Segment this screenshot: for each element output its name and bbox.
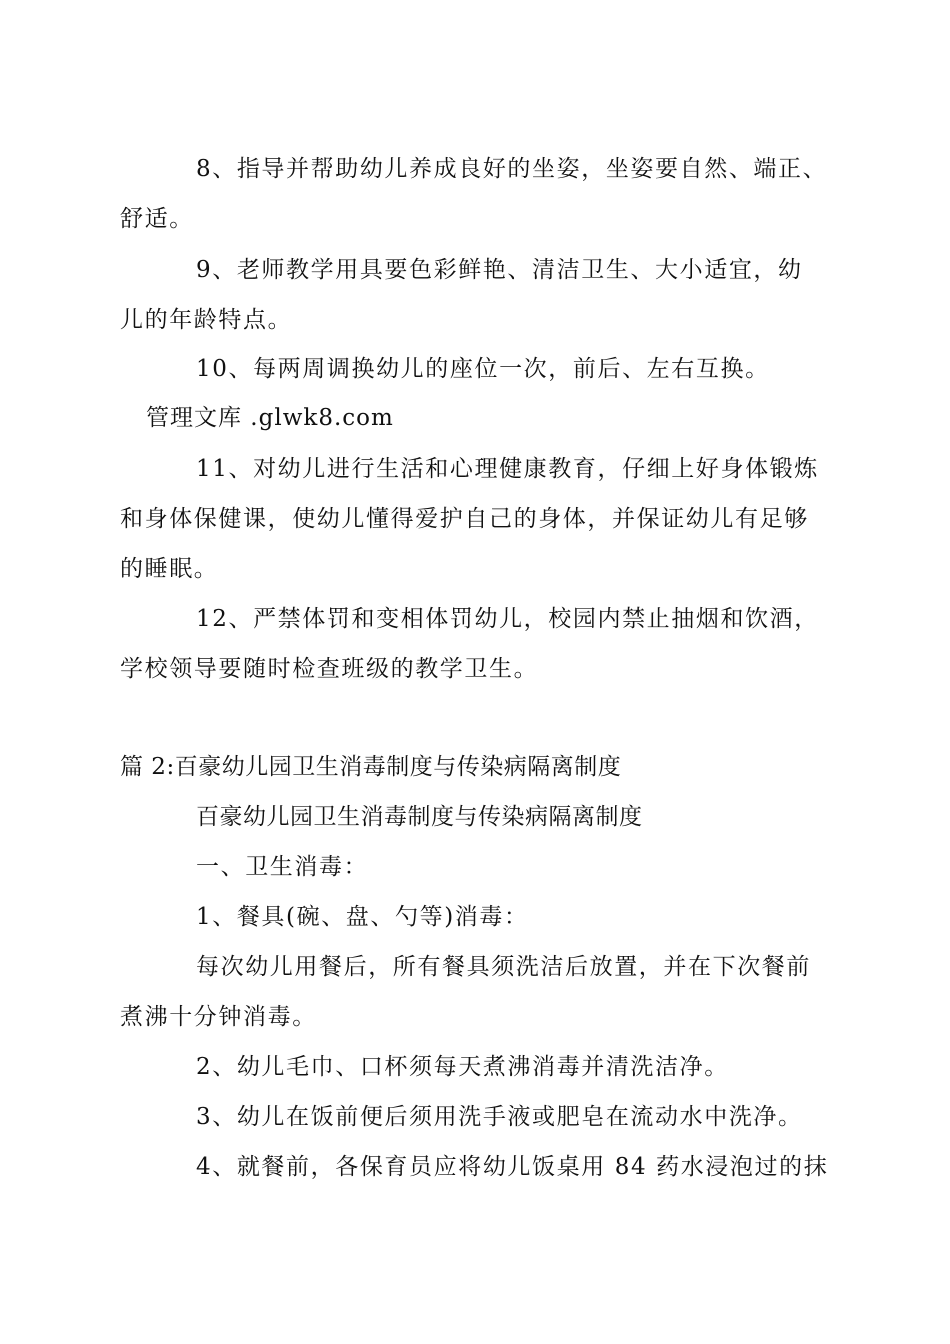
section-heading: 篇 2:百豪幼儿园卫生消毒制度与传染病隔离制度: [120, 754, 622, 780]
paragraph-12-line-2: 学校领导要随时检查班级的教学卫生。: [120, 656, 539, 682]
item-3: 3、幼儿在饭前便后须用洗手液或肥皂在流动水中洗净。: [196, 1104, 803, 1130]
paragraph-9-line-2: 儿的年龄特点。: [120, 307, 293, 333]
item-1-line-1: 每次幼儿用餐后，所有餐具须洗洁后放置，并在下次餐前: [196, 954, 811, 980]
item-1-line-2: 煮沸十分钟消毒。: [120, 1004, 317, 1030]
document-title: 百豪幼儿园卫生消毒制度与传染病隔离制度: [196, 804, 643, 830]
paragraph-11-line-3: 的睡眠。: [120, 556, 219, 582]
item-2: 2、幼儿毛巾、口杯须每天煮沸消毒并清洗洁净。: [196, 1054, 729, 1080]
paragraph-9-line-1: 9、老师教学用具要色彩鲜艳、清洁卫生、大小适宜，幼: [196, 257, 803, 283]
paragraph-11-line-1: 11、对幼儿进行生活和心理健康教育，仔细上好身体锻炼: [196, 456, 819, 482]
part-1-heading: 一、卫生消毒：: [196, 854, 369, 880]
paragraph-10: 10、每两周调换幼儿的座位一次，前后、左右互换。: [196, 356, 770, 382]
paragraph-12-line-1: 12、严禁体罚和变相体罚幼儿，校园内禁止抽烟和饮酒，: [196, 606, 819, 632]
paragraph-8-line-2: 舒适。: [120, 206, 194, 232]
source-watermark-text: 管理文库 .glwk8.com: [146, 405, 394, 431]
paragraph-11-line-2: 和身体保健课，使幼儿懂得爱护自己的身体，并保证幼儿有足够: [120, 506, 809, 532]
item-1-heading: 1、餐具(碗、盘、勺等)消毒：: [196, 904, 529, 930]
item-4-line-1: 4、就餐前，各保育员应将幼儿饭桌用 84 药水浸泡过的抹: [196, 1154, 829, 1180]
paragraph-8-line-1: 8、指导并帮助幼儿养成良好的坐姿，坐姿要自然、端正、: [196, 156, 828, 182]
